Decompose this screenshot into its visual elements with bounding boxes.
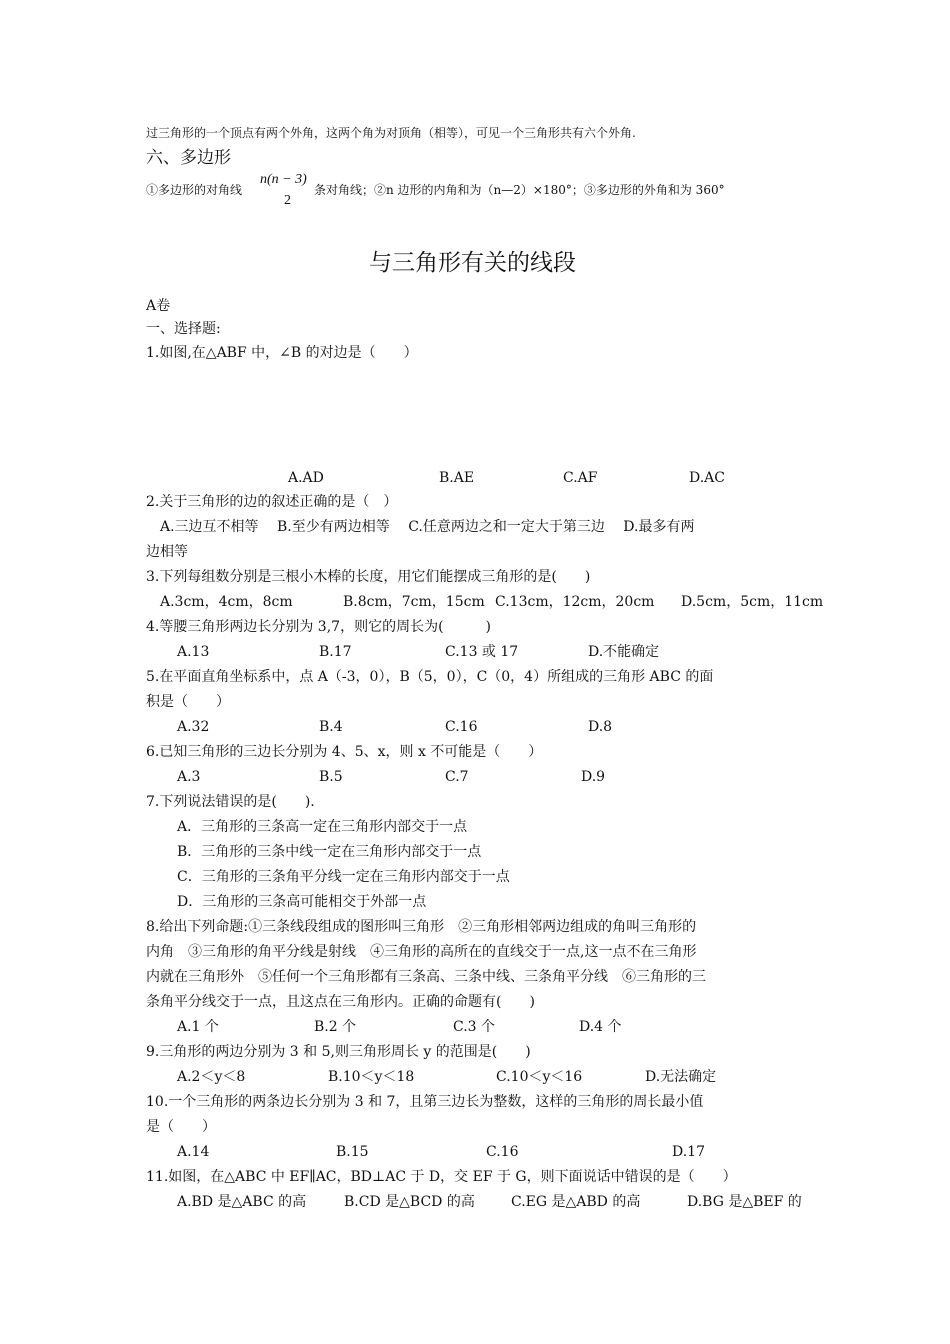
section-heading-multiple-choice: 一、选择题: [146, 321, 221, 337]
question-1-option-d: D.AC [689, 470, 725, 486]
question-7-stem: 7.下列说法错误的是( ). [146, 794, 315, 810]
question-5-option-d: D.8 [588, 719, 613, 735]
question-1-option-b: B.AE [439, 470, 475, 486]
question-10-option-a: A.14 [177, 1144, 210, 1160]
question-11-stem: 11.如图，在△ABC 中 EF∥AC，BD⊥AC 于 D，交 EF 于 G，则下面说话中错误的是（ ） [146, 1169, 737, 1185]
question-1-stem: 1.如图,在△ABF 中，∠B 的对边是（ ） [146, 345, 418, 361]
question-7-option-c: C．三角形的三条角平分线一定在三角形内部交于一点 [177, 869, 510, 885]
question-11-option-d: D.BG 是△BEF 的 [687, 1194, 802, 1210]
question-5-option-b: B.4 [319, 719, 343, 735]
question-2-options-continued: 边相等 [146, 544, 188, 560]
question-7-option-b: B．三角形的三条中线一定在三角形内部交于一点 [177, 844, 482, 860]
question-11-option-b: B.CD 是△BCD 的高 [344, 1194, 475, 1210]
question-3-stem: 3.下列每组数分别是三根小木棒的长度，用它们能摆成三角形的是( ) [146, 569, 591, 585]
question-10-option-d: D.17 [672, 1144, 705, 1160]
question-3-option-a: A.3cm，4cm，8cm [160, 594, 293, 610]
intro-exterior-angle-line: 过三角形的一个顶点有两个外角，这两个角为对顶角（相等），可见一个三角形共有六个外角. [146, 126, 636, 140]
question-10-stem: 10.一个三角形的两条边长分别为 3 和 7，且第三边长为整数，这样的三角形的周长最小值 [146, 1094, 704, 1110]
question-8-option-a: A.1 个 [177, 1019, 219, 1035]
question-10-stem-continued: 是（ ） [146, 1119, 216, 1135]
polygon-diagonals-prefix: ①多边形的对角线 [146, 183, 243, 197]
question-6-option-b: B.5 [319, 769, 343, 785]
question-9-stem: 9.三角形的两边分别为 3 和 5,则三角形周长 y 的范围是( ) [146, 1044, 531, 1060]
question-7-option-d: D．三角形的三条高可能相交于外部一点 [177, 894, 427, 910]
question-4-option-c: C.13 或 17 [445, 644, 519, 660]
paper-part-label: A卷 [146, 298, 171, 314]
question-1-option-c: C.AF [563, 470, 598, 486]
question-4-option-d: D.不能确定 [588, 644, 660, 660]
question-11-option-c: C.EG 是△ABD 的高 [511, 1194, 641, 1210]
question-3-option-b: B.8cm，7cm，15cm [343, 594, 485, 610]
question-8-option-d: D.4 个 [579, 1019, 622, 1035]
question-5-option-a: A.32 [177, 719, 210, 735]
fraction-numerator: n(n − 3) [260, 172, 307, 187]
polygon-properties-text: 条对角线；②n 边形的内角和为（n—2）×180°；③多边形的外角和为 360° [314, 183, 725, 197]
question-9-option-c: C.10＜y＜16 [496, 1069, 583, 1085]
question-5-stem: 5.在平面直角坐标系中，点 A（-3，0），B（5，0），C（0，4）所组成的三角形 ABC 的面 [146, 669, 714, 685]
question-6-option-c: C.7 [445, 769, 469, 785]
question-5-option-c: C.16 [445, 719, 478, 735]
page-title: 与三角形有关的线段 [369, 250, 576, 276]
question-4-option-a: A.13 [177, 644, 210, 660]
section-polygon-heading: 六、多边形 [146, 148, 231, 168]
question-1-option-a: A.AD [288, 470, 324, 486]
question-8-line-1: 8.给出下列命题:①三条线段组成的图形叫三角形 ②三角形相邻两边组成的角叫三角形的 [146, 919, 697, 935]
question-6-stem: 6.已知三角形的三边长分别为 4、5、x，则 x 不可能是（ ） [146, 744, 543, 760]
question-8-line-4: 条角平分线交于一点，且这点在三角形内。正确的命题有( ) [146, 994, 535, 1010]
question-9-option-b: B.10＜y＜18 [328, 1069, 415, 1085]
question-6-option-d: D.9 [581, 769, 606, 785]
question-8-line-2: 内角 ③三角形的角平分线是射线 ④三角形的高所在的直线交于一点,这一点不在三角形 [146, 944, 697, 960]
fraction-denominator: 2 [284, 193, 291, 208]
question-11-option-a: A.BD 是△ABC 的高 [177, 1194, 307, 1210]
question-2-stem: 2.关于三角形的边的叙述正确的是（ ） [146, 494, 398, 510]
question-9-option-d: D.无法确定 [645, 1069, 717, 1085]
question-5-stem-continued: 积是（ ） [146, 694, 230, 710]
question-6-option-a: A.3 [177, 769, 201, 785]
question-2-options: A.三边互不相等 B.至少有两边相等 C.任意两边之和一定大于第三边 D.最多有两 [160, 519, 695, 535]
question-3-option-d: D.5cm，5cm，11cm [681, 594, 824, 610]
question-8-option-c: C.3 个 [453, 1019, 496, 1035]
question-8-option-b: B.2 个 [314, 1019, 357, 1035]
question-4-option-b: B.17 [319, 644, 352, 660]
question-10-option-b: B.15 [336, 1144, 369, 1160]
question-9-option-a: A.2＜y＜8 [177, 1069, 246, 1085]
question-4-stem: 4.等腰三角形两边长分别为 3,7，则它的周长为( ) [146, 619, 491, 635]
question-10-option-c: C.16 [486, 1144, 519, 1160]
question-3-option-c: C.13cm，12cm，20cm [495, 594, 655, 610]
question-8-line-3: 内就在三角形外 ⑤任何一个三角形都有三条高、三条中线、三条角平分线 ⑥三角形的三 [146, 969, 706, 985]
question-7-option-a: A．三角形的三条高一定在三角形内部交于一点 [177, 819, 468, 835]
